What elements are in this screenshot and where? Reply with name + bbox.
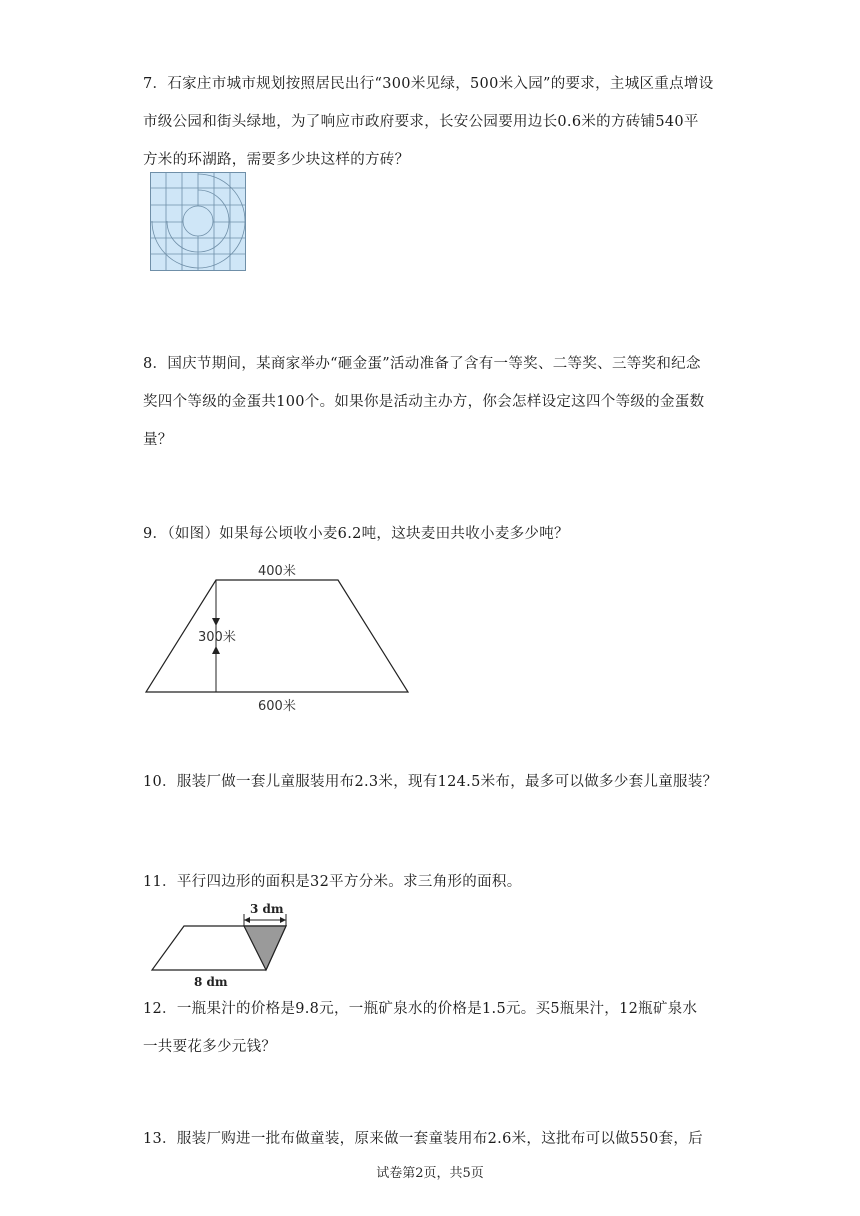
question-11-line-1: 11．平行四边形的面积是32平方分米。求三角形的面积。 xyxy=(143,874,522,890)
question-9-line-1: 9．（如图）如果每公顷收小麦6.2吨，这块麦田共收小麦多少吨？ xyxy=(143,526,569,542)
top-base-label: 400米 xyxy=(258,564,296,579)
height-arrow-down xyxy=(212,618,220,626)
parallelogram-triangle-figure xyxy=(146,900,306,992)
top-length-label: 3 dm xyxy=(250,902,284,916)
shaded-triangle xyxy=(244,926,286,970)
question-7 xyxy=(143,65,721,179)
question-13-line-1: 13．服装厂购进一批布做童装，原来做一套童装用布2.6米，这批布可以做550套，后 xyxy=(143,1131,703,1147)
question-7-line-2: 市级公园和街头绿地，为了响应市政府要求，长安公园要用边长0.6米的方砖铺540平 xyxy=(143,114,699,130)
question-8 xyxy=(143,345,721,459)
question-10 xyxy=(143,763,721,801)
trapezoid-shape xyxy=(146,580,408,692)
tile-path-figure xyxy=(150,172,246,271)
question-8-line-1: 8．国庆节期间，某商家举办“砸金蛋”活动准备了含有一等奖、二等奖、三等奖和纪念 xyxy=(143,356,701,372)
bottom-base-label: 600米 xyxy=(258,699,296,714)
bottom-length-label: 8 dm xyxy=(194,975,228,989)
question-10-line-1: 10．服装厂做一套儿童服装用布2.3米，现有124.5米布，最多可以做多少套儿童服装？ xyxy=(143,774,718,790)
question-8-line-2: 奖四个等级的金蛋共100个。如果你是活动主办方，你会怎样设定这四个等级的金蛋数 xyxy=(143,394,705,410)
question-7-line-1: 7．石家庄市城市规划按照居民出行“300米见绿，500米入园”的要求，主城区重点增设 xyxy=(143,76,714,92)
question-7-line-3: 方米的环湖路，需要多少块这样的方砖？ xyxy=(143,152,410,168)
question-12 xyxy=(143,990,721,1066)
question-9 xyxy=(143,515,721,553)
question-8-line-3: 量？ xyxy=(143,432,173,448)
question-13 xyxy=(143,1120,721,1158)
question-11 xyxy=(143,863,721,901)
question-12-line-2: 一共要花多少元钱？ xyxy=(143,1039,277,1055)
question-12-line-1: 12．一瓶果汁的价格是9.8元，一瓶矿泉水的价格是1.5元。买5瓶果汁，12瓶矿泉水 xyxy=(143,1001,698,1017)
trapezoid-field-figure xyxy=(140,560,420,718)
height-label: 300米 xyxy=(198,630,236,645)
height-arrow-up xyxy=(212,646,220,654)
page-footer: 试卷第2页，共5页 xyxy=(376,1166,484,1181)
